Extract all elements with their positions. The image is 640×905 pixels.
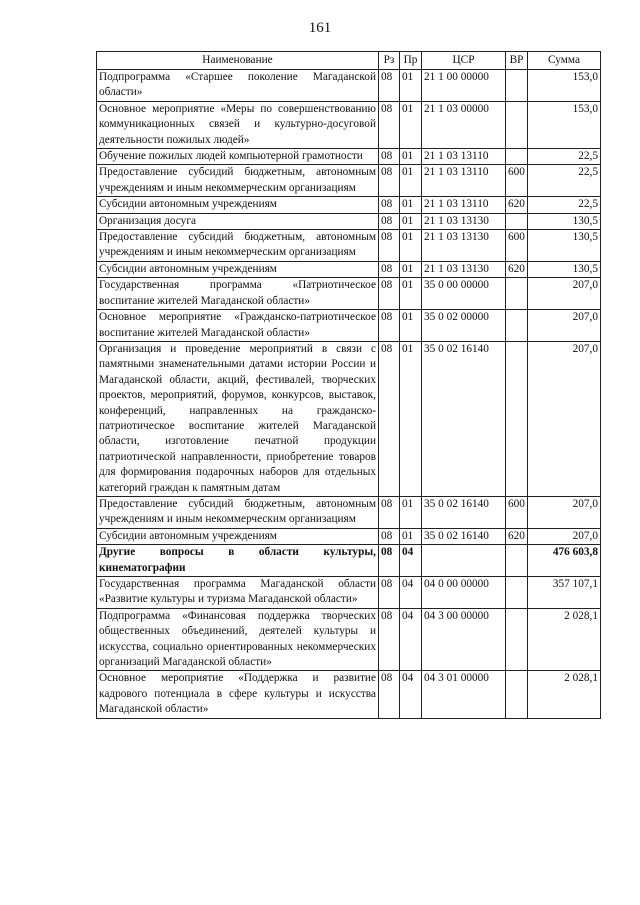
table-row xyxy=(97,230,601,262)
cell-csr xyxy=(422,545,506,577)
cell-pr: 01 xyxy=(400,213,422,229)
cell-csr: 21 1 03 13110 xyxy=(422,197,506,213)
cell-pr: 01 xyxy=(400,310,422,342)
header-pr: Пр xyxy=(400,52,422,70)
cell-name: Другие вопросы в области культуры, кинематографии xyxy=(97,545,379,577)
cell-vr: 600 xyxy=(506,165,528,197)
header-sum: Сумма xyxy=(528,52,601,70)
cell-vr xyxy=(506,278,528,310)
cell-vr xyxy=(506,149,528,165)
cell-vr xyxy=(506,213,528,229)
cell-vr: 620 xyxy=(506,528,528,544)
cell-sum: 22,5 xyxy=(528,149,601,165)
cell-rz: 08 xyxy=(379,545,400,577)
cell-pr: 01 xyxy=(400,261,422,277)
cell-rz: 08 xyxy=(379,101,400,148)
cell-pr: 04 xyxy=(400,608,422,671)
cell-pr: 01 xyxy=(400,165,422,197)
cell-vr xyxy=(506,101,528,148)
header-name: Наименование xyxy=(97,52,379,70)
cell-csr: 04 3 00 00000 xyxy=(422,608,506,671)
cell-rz: 08 xyxy=(379,528,400,544)
cell-name: Государственная программа «Патриотическое воспитание жителей Магаданской области» xyxy=(97,278,379,310)
cell-pr: 01 xyxy=(400,101,422,148)
table-row xyxy=(97,496,601,528)
cell-name: Подпрограмма «Финансовая поддержка творческих общественных объединений, деятелей культуры и искусства, социально ориентированных некоммерческих организаций Магаданской области» xyxy=(97,608,379,671)
cell-name: Предоставление субсидий бюджетным, автономным учреждениям и иным некоммерческим организациям xyxy=(97,496,379,528)
cell-vr xyxy=(506,608,528,671)
cell-sum: 207,0 xyxy=(528,278,601,310)
cell-pr: 04 xyxy=(400,545,422,577)
cell-csr: 21 1 03 13130 xyxy=(422,230,506,262)
cell-vr xyxy=(506,341,528,496)
cell-csr: 35 0 02 16140 xyxy=(422,496,506,528)
cell-rz: 08 xyxy=(379,261,400,277)
cell-sum: 207,0 xyxy=(528,310,601,342)
cell-rz: 08 xyxy=(379,496,400,528)
cell-rz: 08 xyxy=(379,149,400,165)
table-row xyxy=(97,197,601,213)
cell-name: Государственная программа Магаданской области «Развитие культуры и туризма Магаданской области» xyxy=(97,577,379,609)
table-row xyxy=(97,70,601,102)
cell-sum: 22,5 xyxy=(528,165,601,197)
cell-pr: 04 xyxy=(400,577,422,609)
cell-rz: 08 xyxy=(379,278,400,310)
cell-csr: 21 1 03 13110 xyxy=(422,149,506,165)
cell-csr: 35 0 00 00000 xyxy=(422,278,506,310)
header-rz: Рз xyxy=(379,52,400,70)
header-vr: ВР xyxy=(506,52,528,70)
cell-pr: 01 xyxy=(400,341,422,496)
table-row xyxy=(97,149,601,165)
cell-sum: 2 028,1 xyxy=(528,608,601,671)
cell-name: Предоставление субсидий бюджетным, автономным учреждениям и иным некоммерческим организациям xyxy=(97,165,379,197)
table-row xyxy=(97,213,601,229)
cell-csr: 35 0 02 16140 xyxy=(422,528,506,544)
cell-rz: 08 xyxy=(379,310,400,342)
table-row xyxy=(97,101,601,148)
table-body xyxy=(97,70,601,719)
cell-pr: 01 xyxy=(400,197,422,213)
cell-sum: 207,0 xyxy=(528,496,601,528)
table-row xyxy=(97,165,601,197)
cell-sum: 2 028,1 xyxy=(528,671,601,718)
cell-rz: 08 xyxy=(379,213,400,229)
cell-vr xyxy=(506,310,528,342)
cell-csr: 04 3 01 00000 xyxy=(422,671,506,718)
cell-sum: 130,5 xyxy=(528,261,601,277)
table-row xyxy=(97,608,601,671)
cell-csr: 04 0 00 00000 xyxy=(422,577,506,609)
cell-rz: 08 xyxy=(379,230,400,262)
cell-csr: 21 1 03 13130 xyxy=(422,213,506,229)
cell-rz: 08 xyxy=(379,671,400,718)
cell-name: Субсидии автономным учреждениям xyxy=(97,197,379,213)
cell-vr xyxy=(506,70,528,102)
cell-name: Основное мероприятие «Меры по совершенствованию коммуникационных связей и культурно-досуговой деятельности пожилых людей» xyxy=(97,101,379,148)
cell-rz: 08 xyxy=(379,197,400,213)
cell-csr: 21 1 03 00000 xyxy=(422,101,506,148)
cell-pr: 01 xyxy=(400,70,422,102)
table-row xyxy=(97,278,601,310)
cell-rz: 08 xyxy=(379,341,400,496)
page-number: 161 xyxy=(308,20,332,36)
cell-vr xyxy=(506,671,528,718)
cell-vr xyxy=(506,545,528,577)
cell-name: Субсидии автономным учреждениям xyxy=(97,528,379,544)
cell-vr xyxy=(506,577,528,609)
table-row xyxy=(97,341,601,496)
table-row xyxy=(97,577,601,609)
cell-pr: 01 xyxy=(400,278,422,310)
cell-vr: 600 xyxy=(506,230,528,262)
cell-pr: 01 xyxy=(400,149,422,165)
table-row xyxy=(97,310,601,342)
cell-rz: 08 xyxy=(379,70,400,102)
cell-vr: 620 xyxy=(506,197,528,213)
cell-sum: 153,0 xyxy=(528,101,601,148)
cell-name: Организация досуга xyxy=(97,213,379,229)
cell-rz: 08 xyxy=(379,165,400,197)
cell-sum: 153,0 xyxy=(528,70,601,102)
cell-name: Организация и проведение мероприятий в связи с памятными знаменательными датами истории России и Магаданской области, акций, фестивалей, творческих проектов, мероприятий, форумов, конкурсов, выставок, конференций, направленных на гражданско-патриотическое воспитание жителей Магаданской области, изготовление печатной продукции патриотической направленности, приобретение товаров для формирования подарочных наборов для отдельных категорий граждан к памятным датам xyxy=(97,341,379,496)
cell-csr: 21 1 00 00000 xyxy=(422,70,506,102)
cell-sum: 130,5 xyxy=(528,230,601,262)
cell-name: Основное мероприятие «Поддержка и развитие кадрового потенциала в сфере культуры и искусства Магаданской области» xyxy=(97,671,379,718)
cell-name: Предоставление субсидий бюджетным, автономным учреждениям и иным некоммерческим организациям xyxy=(97,230,379,262)
cell-sum: 207,0 xyxy=(528,528,601,544)
cell-name: Обучение пожилых людей компьютерной грамотности xyxy=(97,149,379,165)
table-row xyxy=(97,545,601,577)
cell-rz: 08 xyxy=(379,577,400,609)
budget-table xyxy=(96,51,601,719)
cell-csr: 35 0 02 16140 xyxy=(422,341,506,496)
cell-name: Основное мероприятие «Гражданско-патриотическое воспитание жителей Магаданской области» xyxy=(97,310,379,342)
header-csr: ЦСР xyxy=(422,52,506,70)
table-row xyxy=(97,528,601,544)
header-row xyxy=(97,52,601,70)
cell-name: Субсидии автономным учреждениям xyxy=(97,261,379,277)
cell-pr: 01 xyxy=(400,528,422,544)
cell-csr: 21 1 03 13130 xyxy=(422,261,506,277)
table-row xyxy=(97,671,601,718)
cell-sum: 357 107,1 xyxy=(528,577,601,609)
cell-name: Подпрограмма «Старшее поколение Магаданской области» xyxy=(97,70,379,102)
cell-pr: 01 xyxy=(400,230,422,262)
cell-sum: 207,0 xyxy=(528,341,601,496)
cell-pr: 04 xyxy=(400,671,422,718)
cell-rz: 08 xyxy=(379,608,400,671)
cell-sum: 130,5 xyxy=(528,213,601,229)
cell-pr: 01 xyxy=(400,496,422,528)
table-row xyxy=(97,261,601,277)
cell-csr: 21 1 03 13110 xyxy=(422,165,506,197)
cell-sum: 476 603,8 xyxy=(528,545,601,577)
cell-vr: 620 xyxy=(506,261,528,277)
cell-sum: 22,5 xyxy=(528,197,601,213)
cell-csr: 35 0 02 00000 xyxy=(422,310,506,342)
cell-vr: 600 xyxy=(506,496,528,528)
